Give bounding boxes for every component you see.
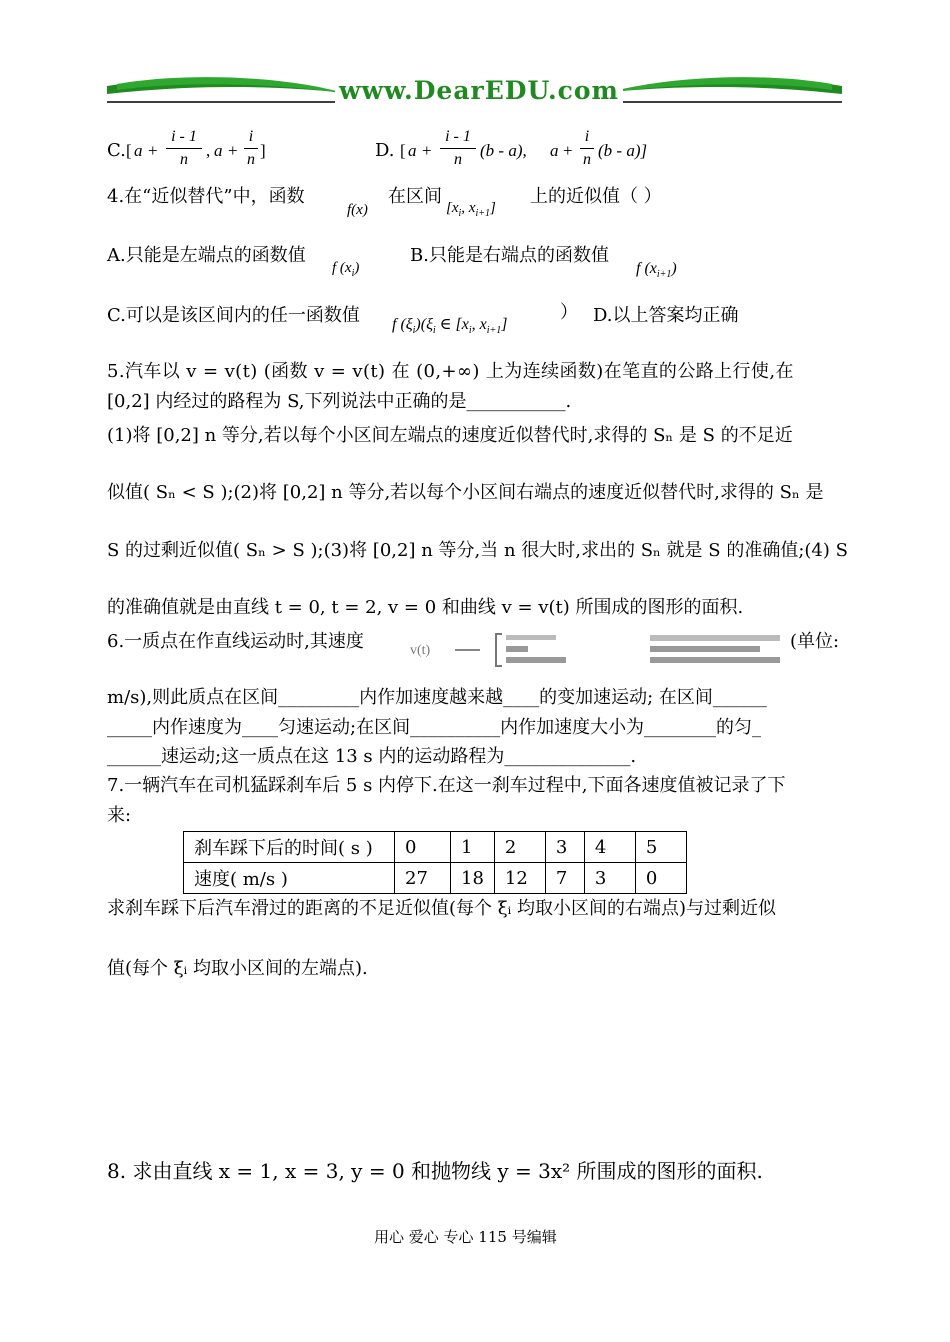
- q4-option-a-math: f $(x_i)$: [332, 260, 360, 279]
- table-cell: 4: [584, 832, 635, 863]
- q3-option-c-label: C.: [107, 140, 126, 161]
- table-cell: 5: [635, 832, 686, 863]
- q7-line-2: 来:: [107, 805, 132, 826]
- q3-option-d-formula: [ a + i - 1 n (b - a), a + i n (b - a)]: [400, 128, 648, 168]
- q6-line-2: m/s),则此质点在区间_________内作加速度越来越____的变加速运动; 在区间______: [107, 687, 767, 708]
- page-footer: 用心 爱心 专心 115 号编辑: [374, 1228, 557, 1246]
- table-cell: 12: [494, 863, 545, 894]
- q5-line-3: (1)将 [0,2] n 等分,若以每个小区间左端点的速度近似替代时,求得的 Sₙ 是 S 的不足近: [107, 425, 793, 446]
- table-cell: 0: [635, 863, 686, 894]
- table-row: [184, 863, 687, 894]
- q7-line-3: 求刹车踩下后汽车滑过的距离的不足近似值(每个 ξᵢ 均取小区间的右端点)与过剩近似: [107, 898, 777, 919]
- svg-text:v(t): v(t): [410, 643, 431, 658]
- q4-option-d: D.以上答案均正确: [593, 305, 739, 326]
- table-cell: 3: [584, 863, 635, 894]
- q4-fx: f(x): [347, 202, 368, 218]
- table-cell: 7: [545, 863, 584, 894]
- q4-interval: [$x_i$, $x_{i+1}$]: [446, 200, 496, 219]
- q4-option-c-math: f $(\xi_i)(\xi_i$ ∈ [$x_i$, $x_{i+1}$]: [392, 316, 508, 337]
- q4-option-c-close: ）: [560, 302, 578, 323]
- q4-option-c: C.可以是该区间内的任一函数值: [107, 305, 360, 326]
- brake-data-table: [183, 831, 687, 894]
- q6-line-1a: 6.一质点在作直线运动时,其速度: [107, 631, 364, 652]
- q3-option-d-label: D.: [375, 140, 395, 161]
- table-cell: 0: [395, 832, 451, 863]
- table-header-time: 刹车踩下后的时间( s ): [184, 832, 395, 863]
- q7-line-1: 7.一辆汽车在司机猛踩刹车后 5 s 内停下.在这一刹车过程中,下面各速度值被记录了下: [107, 775, 786, 796]
- site-url[interactable]: www.DearEDU.com: [335, 76, 623, 105]
- q4-stem-b: 在区间: [388, 186, 442, 207]
- table-row: [184, 832, 687, 863]
- q5-line-1: 5.汽车以 v = v(t) (函数 v = v(t) 在 (0,+∞) 上为连续函数)在笔直的公路上行使,在: [107, 361, 794, 382]
- q4-option-b: B.只能是右端点的函数值: [410, 245, 609, 266]
- q5-line-5: S 的过剩近似值( Sₙ > S );(3)将 [0,2] n 等分,当 n 很大时,求出的 Sₙ 就是 S 的准确值;(4) S: [107, 540, 848, 561]
- table-cell: 27: [395, 863, 451, 894]
- table-cell: 1: [451, 832, 495, 863]
- q6-line-4: ______速运动;这一质点在这 13 s 内的运动路程为______________.: [107, 746, 637, 767]
- q8-text: 8. 求由直线 x = 1, x = 3, y = 0 和抛物线 y = 3x² 所围成的图形的面积.: [107, 1159, 763, 1183]
- q6-line-1b: (单位:: [790, 631, 840, 652]
- q4-option-b-math: f $(x_{i+1})$: [636, 260, 677, 281]
- table-cell: 3: [545, 832, 584, 863]
- table-header-speed: 速度( m/s ): [184, 863, 395, 894]
- velocity-piecewise-formula: [410, 630, 786, 668]
- q6-line-3: _____内作速度为____匀速运动;在区间__________内作加速度大小为________的匀_: [107, 717, 762, 738]
- site-header: [107, 70, 842, 110]
- q5-line-4: 似值( Sₙ < S );(2)将 [0,2] n 等分,若以每个小区间右端点的速度近似替代时,求得的 Sₙ 是: [107, 482, 824, 503]
- table-cell: 18: [451, 863, 495, 894]
- q5-line-6: 的准确值就是由直线 t = 0, t = 2, v = 0 和曲线 v = v(t) 所围成的图形的面积.: [107, 597, 744, 618]
- q7-line-4: 值(每个 ξᵢ 均取小区间的左端点).: [107, 958, 368, 979]
- q3-option-c-formula: [ a + i - 1 n , a + i n ]: [126, 128, 266, 168]
- q4-stem-c: 上的近似值（ ）: [530, 186, 662, 207]
- q4-stem-a: 4.在“近似替代”中，函数: [107, 186, 305, 207]
- q4-option-a: A.只能是左端点的函数值: [107, 245, 306, 266]
- q5-line-2: [0,2] 内经过的路程为 S,下列说法中正确的是___________.: [107, 391, 572, 412]
- table-cell: 2: [494, 832, 545, 863]
